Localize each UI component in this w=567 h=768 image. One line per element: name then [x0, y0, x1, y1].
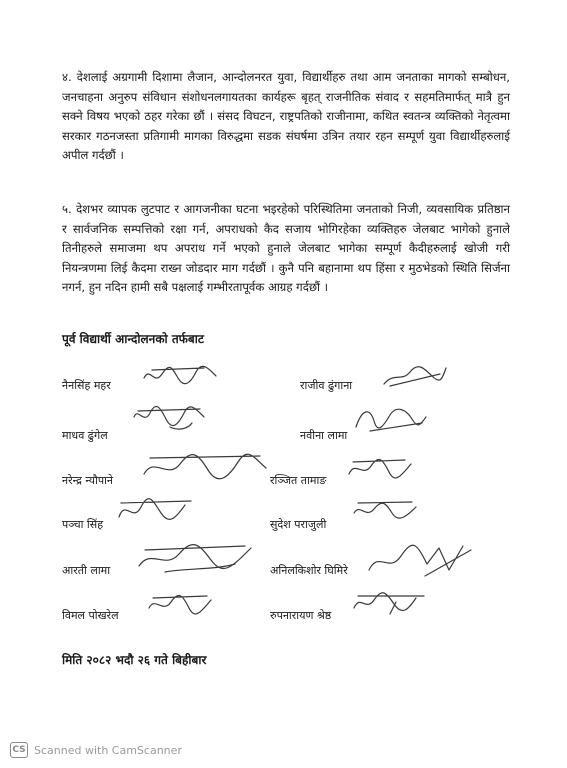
- signature-mark: [140, 360, 220, 390]
- signatory-name: आरती लामा: [62, 564, 111, 577]
- signature-mark: [380, 362, 450, 390]
- signatory-name: रुपनारायण श्रेष्ठ: [270, 609, 332, 622]
- date-line: मिति २०८२ भदौ २६ गते बिहीबार: [62, 653, 207, 667]
- signature-mark: [135, 540, 255, 576]
- signature-mark: [345, 454, 415, 484]
- signatory-name: नैनसिंह महर: [62, 379, 111, 392]
- signatory-name: पञ्चा सिंह: [62, 518, 104, 531]
- scanner-watermark-text: Scanned with CamScanner: [34, 743, 182, 757]
- paragraph-4: ४. देशलाई अग्रगामी दिशामा लैजान, आन्दोलनरत युवा, विद्यार्थीहरु तथा आम जनताका मागको सम्बोधन, जनचाहना अनुरुप संविधान संशोधनलगायतका कार्यहरू बृहत् राजनीतिक संवाद र सहमतिमार्फत् मात्रै हुन सक्ने विषय भएको ठहर गरेका छौं । संसद विघटन, राष्ट्रपतिको राजीनामा, कथित स्वतन्त्र व्यक्तिको नेतृत्वमा सरकार गठनजस्ता प्रतिगामी मागका विरुद्धमा सडक संघर्षमा उत्रिन तयार रहन सम्पूर्ण युवा विद्यार्थीहरुलाई अपील गर्दछौं ।: [62, 70, 510, 163]
- scanner-watermark: [10, 740, 182, 760]
- signature-mark: [350, 588, 430, 618]
- signatory-name: अनिलकिशोर घिमिरे: [270, 564, 348, 577]
- signature-mark: [115, 495, 195, 527]
- signatory-name: नरेन्द्र न्यौपाने: [62, 474, 114, 487]
- signatory-name: राजीव ढुंगाना: [300, 379, 353, 392]
- signature-mark: [365, 540, 475, 580]
- signature-mark: [140, 450, 270, 486]
- signature-mark: [350, 403, 430, 433]
- signature-mark: [145, 590, 215, 618]
- paragraph-5: ५. देशभर व्यापक लुटपाट र आगजनीका घटना भइरहेको परिस्थितिमा जनताको निजी, व्यवसायिक प्रतिष्ठान र सार्वजनिक सम्पत्तिको रक्षा गर्न, अपराधको कैद सजाय भोगिरहेका व्यक्तिहरु जेलबाट भागेको हुनाले तिनीहरुले समाजमा थप अपराध गर्ने भएको हुनाले जेलबाट भागेका सम्पूर्ण कैदीहरुलाई खोजी गरी नियन्त्रणमा लिई कैदमा राख्न जोडदार माग गर्दछौं । कुनै पनि बहानामा थप हिंसा र मुठभेडको स्थिति सिर्जना नगर्न, हुन नदिन हामी सबै पक्षलाई गम्भीरतापूर्वक आग्रह गर्दछौं ।: [62, 202, 510, 295]
- signatories-heading: पूर्व विद्यार्थी आन्दोलनको तर्फबाट: [62, 332, 204, 346]
- signature-mark: [130, 403, 210, 433]
- camscanner-logo-icon: CS: [10, 742, 28, 758]
- signatory-name: विमल पोखरेल: [62, 609, 119, 622]
- signatory-name: रञ्जित तामाङ: [270, 474, 327, 487]
- signatory-name: नवीना लामा: [300, 429, 348, 442]
- signature-mark: [350, 497, 420, 523]
- signatory-name: माधव ढुंगेल: [62, 429, 108, 442]
- signatory-name: सुदेश पराजुली: [270, 518, 327, 531]
